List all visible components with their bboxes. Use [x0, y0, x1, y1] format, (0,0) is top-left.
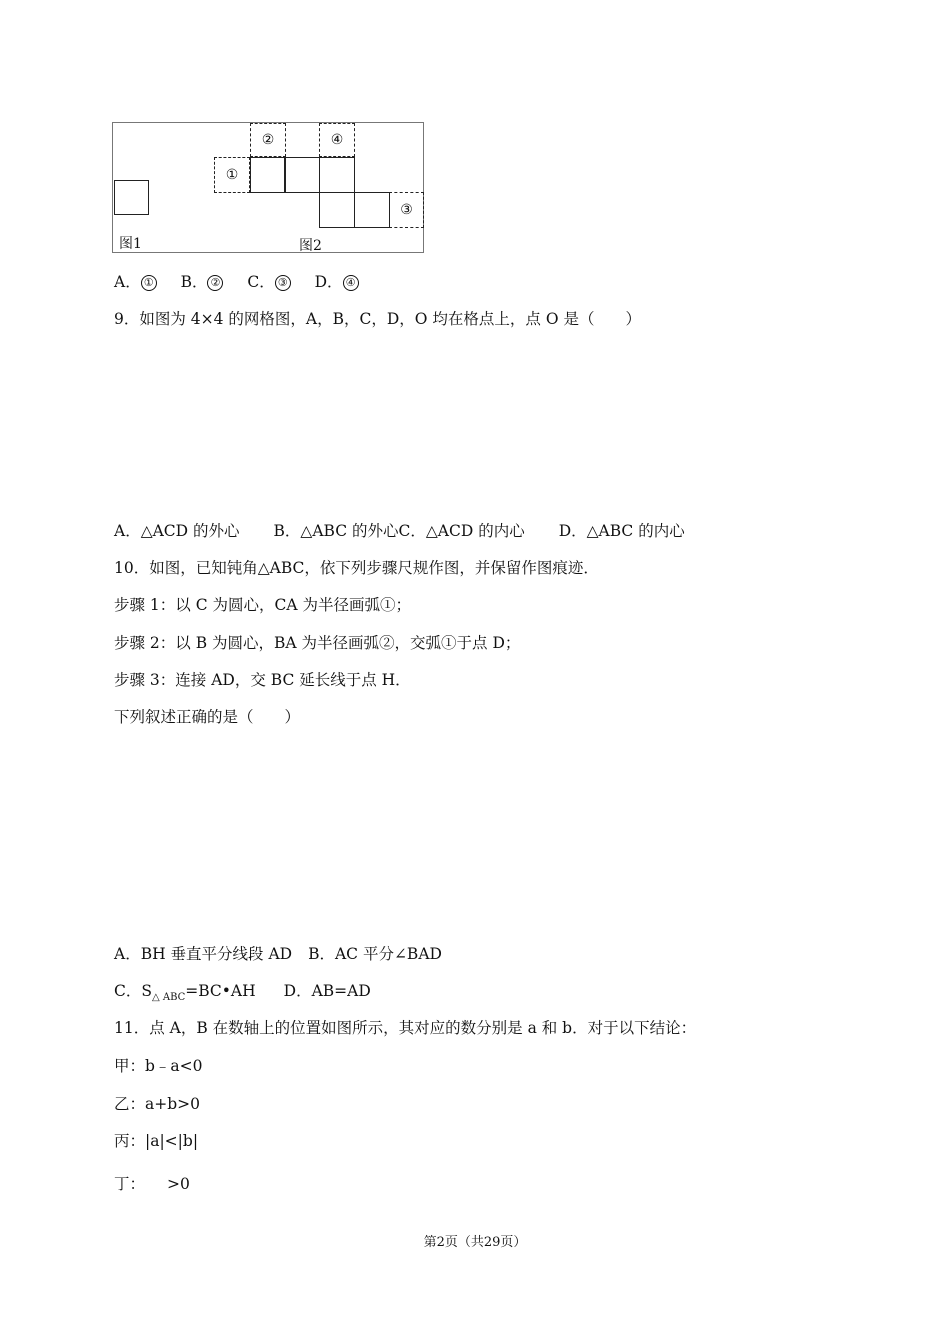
q10-ask: 下列叙述正确的是（ ）: [114, 708, 301, 726]
figure-label-2: 图2: [299, 238, 322, 254]
q11-statement-yi: 乙：a+b>0: [114, 1095, 200, 1113]
net-square-a: [250, 157, 286, 193]
net-square-b: [284, 157, 320, 193]
figure-number-1: ①: [225, 167, 239, 183]
q8-option-d-value: ④: [343, 275, 359, 291]
dashed-square-3: [389, 192, 424, 228]
q10-option-c-prefix: C．S: [114, 982, 152, 1000]
q8-option-b-value: ②: [207, 275, 223, 291]
q8-option-a-value: ①: [141, 275, 157, 291]
q11-ding-suffix: >0: [167, 1175, 190, 1193]
q10-option-a: A．BH 垂直平分线段 AD: [114, 945, 293, 963]
figure-number-3: ③: [400, 202, 413, 218]
q10-options-ab: [114, 944, 442, 964]
q11-ding-prefix: 丁：: [114, 1175, 146, 1193]
q9-option-d: D．△ABC 的内心: [558, 522, 685, 540]
q10-option-b: B．AC 平分∠BAD: [308, 945, 442, 963]
q8-option-c-label: C．: [247, 273, 275, 291]
net-square-c: [319, 157, 355, 193]
q9-options: [114, 521, 685, 541]
dashed-square-1: [214, 157, 250, 193]
dashed-square-2: [250, 123, 286, 157]
q11-statement-ding: [114, 1174, 190, 1194]
figure-number-2: ②: [261, 132, 275, 148]
q9-stem: 9．如图为 4×4 的网格图，A，B，C，D，O 均在格点上，点 O 是（ ）: [114, 310, 641, 328]
q8-option-a-label: A．: [114, 273, 141, 291]
q10-step-3: 步骤 3：连接 AD，交 BC 延长线于点 H．: [114, 671, 411, 689]
q11-stem: 11．点 A，B 在数轴上的位置如图所示，其对应的数分别是 a 和 b．对于以下结论：: [114, 1019, 697, 1037]
q10-option-d: D．AB=AD: [283, 982, 371, 1000]
net-square-d: [319, 192, 355, 228]
q9-option-a: A．△ACD 的外心: [114, 522, 240, 540]
q8-option-b-label: B．: [180, 273, 208, 291]
q8-options: [114, 272, 359, 292]
figure-label-1: 图1: [119, 236, 142, 252]
q10-stem: 10．如图，已知钝角△ABC，依下列步骤尺规作图，并保留作图痕迹．: [114, 559, 599, 577]
q10-options-cd: [114, 981, 371, 1008]
figure-number-4: ④: [330, 132, 344, 148]
q10-option-c-subscript: △ ABC: [151, 992, 186, 1004]
q11-statement-jia: 甲：b﹣a<0: [114, 1057, 203, 1075]
q8-option-d-label: D．: [314, 273, 343, 291]
q10-step-2: 步骤 2：以 B 为圆心，BA 为半径画弧②，交弧①于点 D；: [114, 634, 521, 652]
q8-option-c-value: ③: [275, 275, 291, 291]
q11-statement-bing: 丙：|a|<|b|: [114, 1132, 199, 1150]
net-figure: [112, 122, 424, 253]
dashed-square-4: [319, 123, 355, 157]
q10-option-c-suffix: =BC•AH: [185, 982, 256, 1000]
fig1-square: [114, 180, 149, 215]
q10-step-1: 步骤 1：以 C 为圆心，CA 为半径画弧①；: [114, 596, 411, 614]
net-square-e: [354, 192, 390, 228]
page-footer: 第2页（共29页）: [423, 1235, 527, 1250]
q9-option-b-c: B．△ABC 的外心C．△ACD 的内心: [273, 522, 525, 540]
